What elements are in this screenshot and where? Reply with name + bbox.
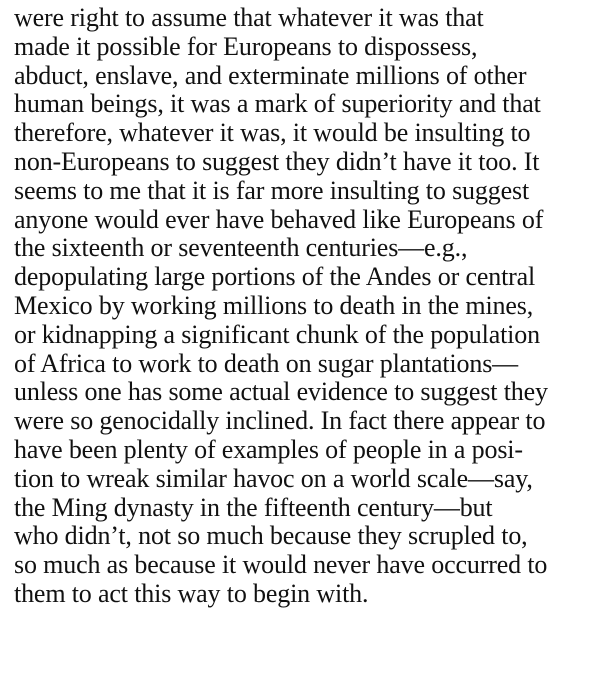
text-line: non-Europeans to suggest they didn’t have it too. It [14, 146, 540, 176]
text-line: Mexico by working millions to death in the mines, [14, 290, 534, 320]
text-line: were so genocidally inclined. In fact there appear to [14, 406, 546, 436]
text-line: of Africa to work to death on sugar plantations— [14, 348, 519, 378]
text-line: depopulating large portions of the Andes or central [14, 262, 536, 292]
text-line: anyone would ever have behaved like Europeans of [14, 204, 544, 234]
text-line: who didn’t, not so much because they scrupled to, [14, 521, 528, 551]
text-line: have been plenty of examples of people in a posi- [14, 434, 523, 464]
text-line: so much as because it would never have occurred to [14, 550, 548, 580]
text-line: human beings, it was a mark of superiority and that [14, 89, 541, 119]
text-line: the Ming dynasty in the fifteenth century—but [14, 492, 493, 522]
text-line: unless one has some actual evidence to suggest they [14, 377, 548, 407]
text-line: abduct, enslave, and exterminate millions of other [14, 60, 527, 90]
text-line: the sixteenth or seventeenth centuries—e.g., [14, 233, 468, 263]
body-text [14, 4, 604, 609]
text-line: or kidnapping a significant chunk of the population [14, 319, 540, 349]
text-line: tion to wreak similar havoc on a world scale—say, [14, 463, 533, 493]
text-line: made it possible for Europeans to dispossess, [14, 31, 478, 61]
text-line: them to act this way to begin with. [14, 578, 369, 608]
text-line: were right to assume that whatever it was that [14, 3, 484, 32]
text-line: therefore, whatever it was, it would be insulting to [14, 118, 531, 148]
text-line: seems to me that it is far more insulting to suggest [14, 175, 530, 205]
